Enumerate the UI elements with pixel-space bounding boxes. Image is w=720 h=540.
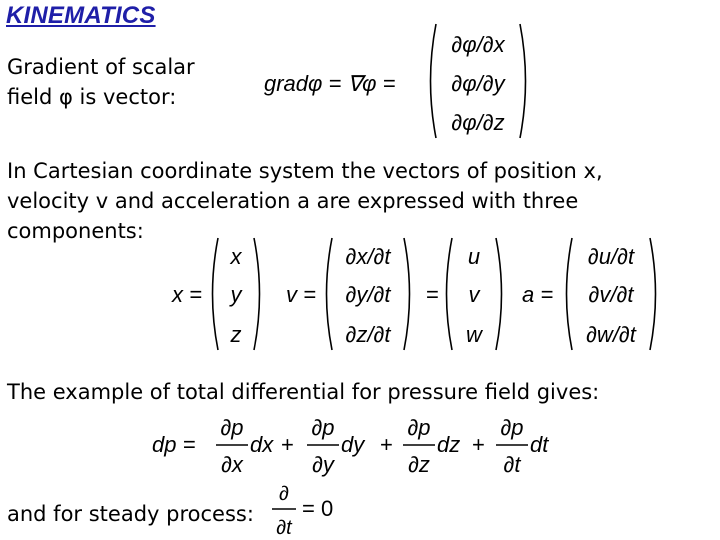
acceleration-dv: ∂v/∂t	[588, 282, 634, 307]
differential-lhs: dp =	[152, 432, 196, 457]
fraction-den: ∂x	[221, 452, 243, 477]
paren	[496, 238, 502, 350]
gradient-vector	[424, 20, 534, 142]
paren	[447, 238, 453, 350]
paren	[404, 238, 410, 350]
plus-sign: +	[380, 432, 393, 457]
position-lhs: x =	[172, 282, 202, 307]
velocity-lhs: v =	[286, 282, 316, 307]
plus-sign: +	[281, 432, 294, 457]
differential-text: The example of total differential for pressure field gives:	[7, 380, 600, 404]
total-differential-formula	[150, 414, 570, 484]
gradient-text	[7, 52, 195, 112]
steady-fraction-den: ∂t	[276, 517, 292, 539]
differential-term: dt	[530, 432, 549, 457]
velocity-w: w	[466, 322, 482, 347]
steady-process-formula	[268, 478, 348, 540]
kinematic-vectors	[160, 232, 670, 356]
velocity-dy: ∂y/∂t	[345, 282, 391, 307]
acceleration-dw: ∂w/∂t	[586, 322, 636, 347]
paren	[213, 238, 219, 350]
paren	[567, 238, 573, 350]
cartesian-text-line1: In Cartesian coordinate system the vectors of position x,	[7, 159, 603, 183]
gradient-text-line2: field φ is vector:	[7, 85, 177, 109]
velocity-u: u	[467, 244, 481, 269]
plus-sign: +	[472, 432, 485, 457]
velocity-dx: ∂x/∂t	[345, 244, 391, 269]
page-title: KINEMATICS	[6, 2, 156, 29]
steady-process-text: and for steady process:	[7, 502, 254, 526]
paren	[254, 238, 260, 350]
left-paren	[431, 24, 437, 138]
cartesian-text-line3: components:	[7, 219, 144, 243]
position-y: y	[230, 282, 242, 307]
gradient-vector-z: ∂φ/∂z	[451, 110, 505, 135]
fraction-den: ∂t	[503, 452, 521, 477]
position-z: z	[230, 322, 242, 347]
gradient-vector-y: ∂φ/∂y	[451, 71, 505, 96]
fraction-num: ∂p	[311, 415, 335, 440]
acceleration-du: ∂u/∂t	[587, 244, 635, 269]
gradient-formula-lhs: gradφ = ∇φ =	[264, 71, 396, 96]
steady-rhs: = 0	[302, 496, 334, 521]
velocity-dz: ∂z/∂t	[345, 322, 391, 347]
fraction-den: ∂y	[312, 452, 334, 477]
right-paren	[520, 24, 526, 138]
paren	[650, 238, 656, 350]
gradient-text-line1: Gradient of scalar	[7, 55, 195, 79]
fraction-num: ∂p	[500, 415, 524, 440]
velocity-equals: =	[426, 282, 439, 307]
fraction-num: ∂p	[407, 415, 431, 440]
gradient-vector-x: ∂φ/∂x	[451, 32, 505, 57]
velocity-v: v	[468, 282, 480, 307]
differential-term: dy	[341, 432, 365, 457]
steady-fraction-num: ∂	[279, 483, 289, 505]
cartesian-text-line2: velocity v and acceleration a are expressed with three	[7, 189, 579, 213]
differential-term: dx	[250, 432, 274, 457]
differential-term: dz	[437, 432, 461, 457]
fraction-den: ∂z	[408, 452, 430, 477]
paren	[327, 238, 333, 350]
fraction-num: ∂p	[220, 415, 244, 440]
acceleration-lhs: a =	[522, 282, 554, 307]
position-x: x	[230, 244, 242, 269]
